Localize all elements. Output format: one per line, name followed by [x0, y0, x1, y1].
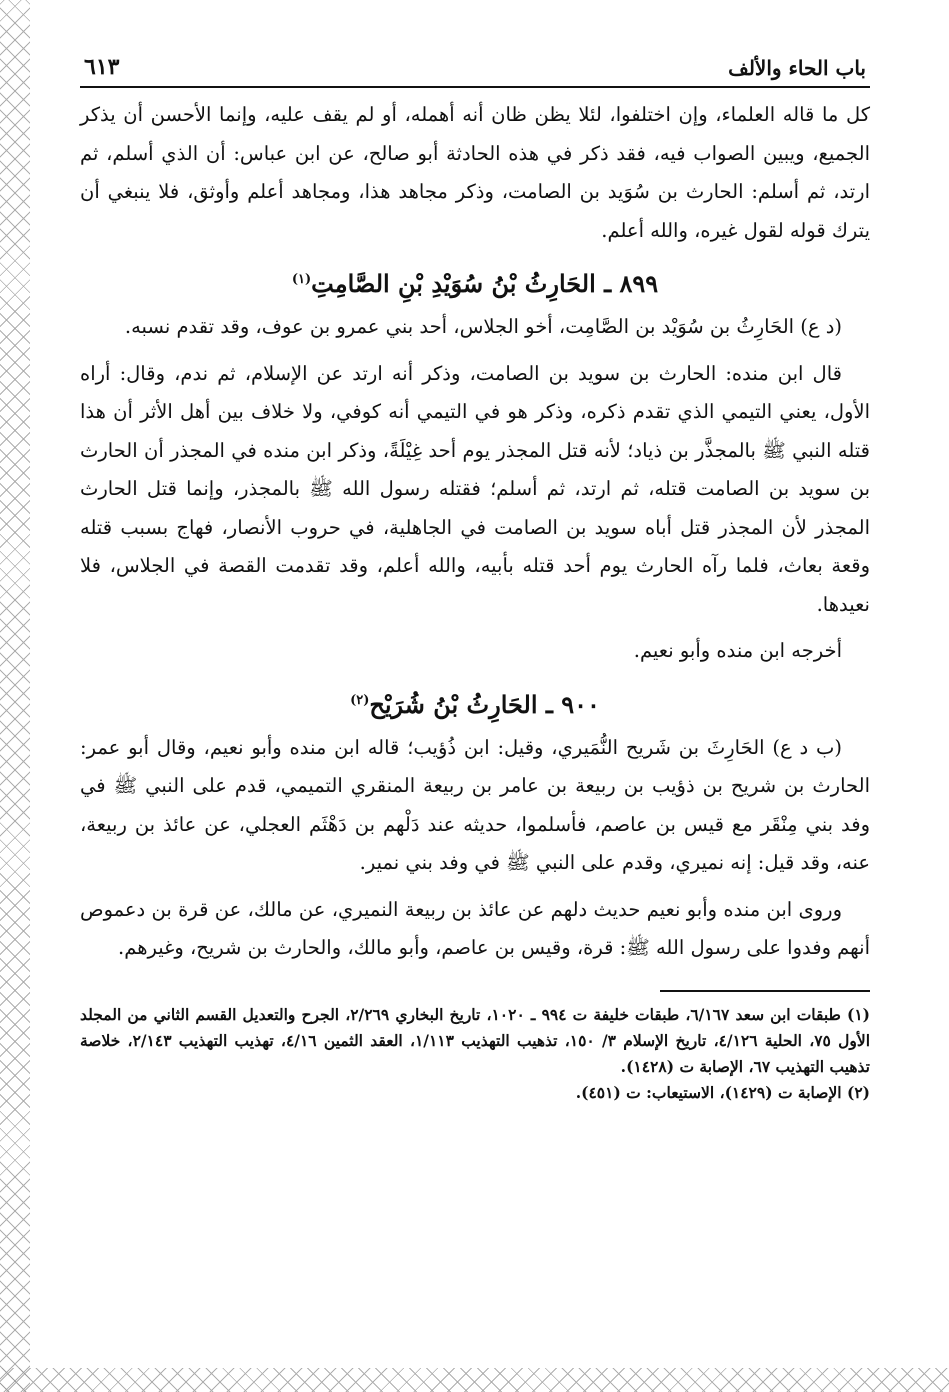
chapter-title: باب الحاء والألف	[728, 56, 866, 80]
entry-title-text: ٨٩٩ ـ الحَارِثُ بْنُ سُوَيْدِ بْنِ الصَّامِتِ	[311, 269, 659, 298]
footnotes	[80, 1002, 870, 1106]
running-header	[80, 40, 870, 88]
decorative-border-left	[0, 0, 30, 1392]
footnote-ref: (٢)	[350, 692, 370, 708]
entry-title-text: ٩٠٠ ـ الحَارِثُ بْنُ شُرَيْح	[369, 689, 600, 719]
entry-900-paragraph-1: (ب د ع) الحَارِثَ بن شَريح النُّمَيري، وقيل: ابن ذُؤيب؛ قاله ابن منده وأبو نعيم، وقال أبو عمر: الحارث بن شريح بن ذؤيب بن ربيعة بن عامر بن ربيعة المنقري التميمي، قدم على النبي ﷺ في وفد بني مِنْقَر مع قيس بن عاصم، فأسلموا، حديثه عند دَلْهم بن دَهْثَم العجلي، عن عائذ بن ربيعة، عنه، وقد قيل: إنه نميري، وقدم على النبي ﷺ في وفد بني نمير.	[80, 735, 870, 874]
entry-899-paragraph-2: قال ابن منده: الحارث بن سويد بن الصامت، وذكر أنه ارتد عن الإسلام، ثم ندم، وقال: أراه الأول، يعني التيمي الذي تقدم ذكره، وذكر هو في التيمي أنه كوفي، ولا خلاف بين أهل الأثر أن هذا قتله النبي ﷺ بالمجذَّر بن ذياد؛ لأنه قتل المجذر يوم أحد غِيْلَةً، وذكر ابن منده في المجذر أن الحارث بن سويد بن الصامت قتله، ثم ارتد، ثم أسلم؛ فقتله رسول الله ﷺ بالمجذر، وإنما قتل الحارث المجذر لأن المجذر قتل أباه سويد بن الصامت في الجاهلية، في حروب الأنصار، فهاج بسبب قتله وقعة بعاث، فلما رآه الحارث يوم أحد قتله بأبيه، والله أعلم، وقد تقدمت القصة في الجلاس، فلا نعيدها.	[80, 361, 870, 616]
entry-900-paragraph-2: وروى ابن منده وأبو نعيم حديث دلهم عن عائذ بن ربيعة النميري، عن مالك، عن قرة بن دعموص أنهم وفدوا على رسول الله ﷺ: قرة، وقيس بن عاصم، وأبو مالك، والحارث بن شريح، وغيرهم.	[80, 897, 870, 959]
entry-title-900	[80, 677, 870, 729]
footnote-ref: (١)	[291, 272, 312, 287]
book-page	[80, 40, 870, 1106]
page-number: ٦١٣	[84, 54, 120, 80]
entry-title-899	[80, 256, 870, 308]
footnote-1: (١) طبقات ابن سعد ٦/١٦٧، طبقات خليفة ت ٩٩٤ ـ ١٠٢٠، تاريخ البخاري ٢/٢٦٩، الجرح والتعديل القسم الثاني من المجلد الأول ٧٥، الحلية ٤/١٢٦، تاريخ الإسلام ٣/ ١٥٠، تذهيب التهذيب ١/١١٣، العقد الثمين ٤/١٦، تهذيب التهذيب ٢/١٤٣، خلاصة تذهيب التهذيب ٦٧، الإصابة ت (١٤٢٨).	[80, 1004, 871, 1076]
entry-899-paragraph-1: (د ع) الحَارِثُ بن سُوَيْد بن الصَّامِت، أخو الجلاس، أحد بني عمرو بن عوف، وقد تقدم نسبه.	[124, 315, 842, 338]
intro-paragraph: كل ما قاله العلماء، وإن اختلفوا، لئلا يظن ظان أنه أهمله، أو لم يقف عليه، وإنما الأحسن أن يذكر الجميع، ويبين الصواب فيه، فقد ذكر في هذه الحادثة أبو صالح، عن ابن عباس: أن الذي أسلم، ثم ارتد، ثم أسلم: الحارث بن سُوَيد بن الصامت، وذكر مجاهد هذا، ومجاهد أعلم وأوثق، فلا ينبغي أن يترك قوله لقول غيره، والله أعلم.	[80, 103, 870, 242]
footnote-separator	[660, 990, 870, 992]
entry-899-paragraph-3: أخرجه ابن منده وأبو نعيم.	[633, 639, 842, 662]
footnote-2: (٢) الإصابة ت (١٤٢٩)، الاستيعاب: ت (٤٥١).	[575, 1082, 870, 1102]
decorative-border-bottom	[0, 1368, 949, 1392]
